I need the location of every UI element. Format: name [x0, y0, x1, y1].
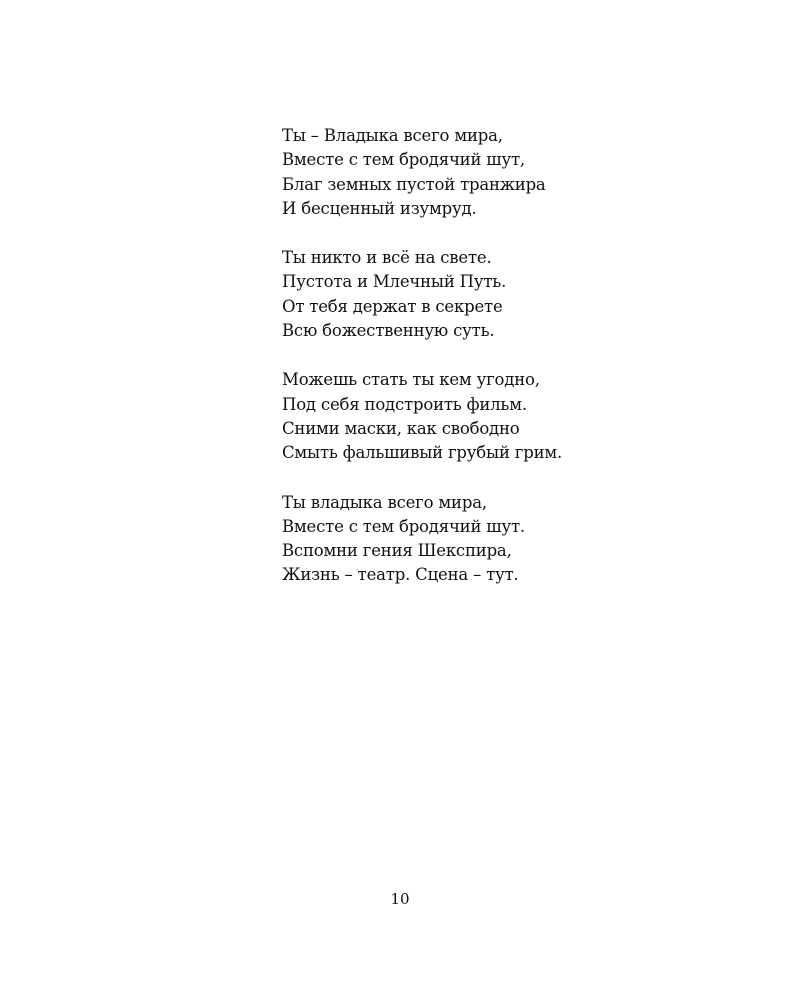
- poem: [282, 124, 702, 613]
- poem-line: Ты владыка всего мира,: [282, 492, 487, 512]
- poem-line: Вспомни гения Шекспира,: [282, 541, 512, 561]
- poem-line: Жизнь – театр. Сцена – тут.: [282, 565, 519, 585]
- stanza-1: [282, 124, 702, 221]
- poem-line: И бесценный изумруд.: [282, 198, 477, 218]
- poem-line: Всю божественную суть.: [282, 321, 495, 341]
- poem-line: Сними маски, как свободно: [282, 418, 520, 438]
- stanza-2: [282, 246, 702, 343]
- poem-line: Пустота и Млечный Путь.: [282, 272, 507, 292]
- poem-line: Можешь стать ты кем угодно,: [282, 370, 540, 390]
- poem-line: Вместе с тем бродячий шут.: [282, 516, 525, 536]
- poem-line: От тебя держат в секрете: [282, 296, 503, 316]
- page-number: 10: [390, 890, 410, 908]
- poem-line: Смыть фальшивый грубый грим.: [282, 443, 563, 463]
- poem-line: Благ земных пустой транжира: [282, 174, 546, 194]
- stanza-4: [282, 491, 702, 588]
- poem-line: Под себя подстроить фильм.: [282, 394, 527, 414]
- poem-line: Ты никто и всё на свете.: [282, 248, 492, 268]
- stanza-3: [282, 368, 702, 465]
- poem-line: Вместе с тем бродячий шут,: [282, 150, 525, 170]
- poem-line: Ты – Владыка всего мира,: [282, 126, 503, 145]
